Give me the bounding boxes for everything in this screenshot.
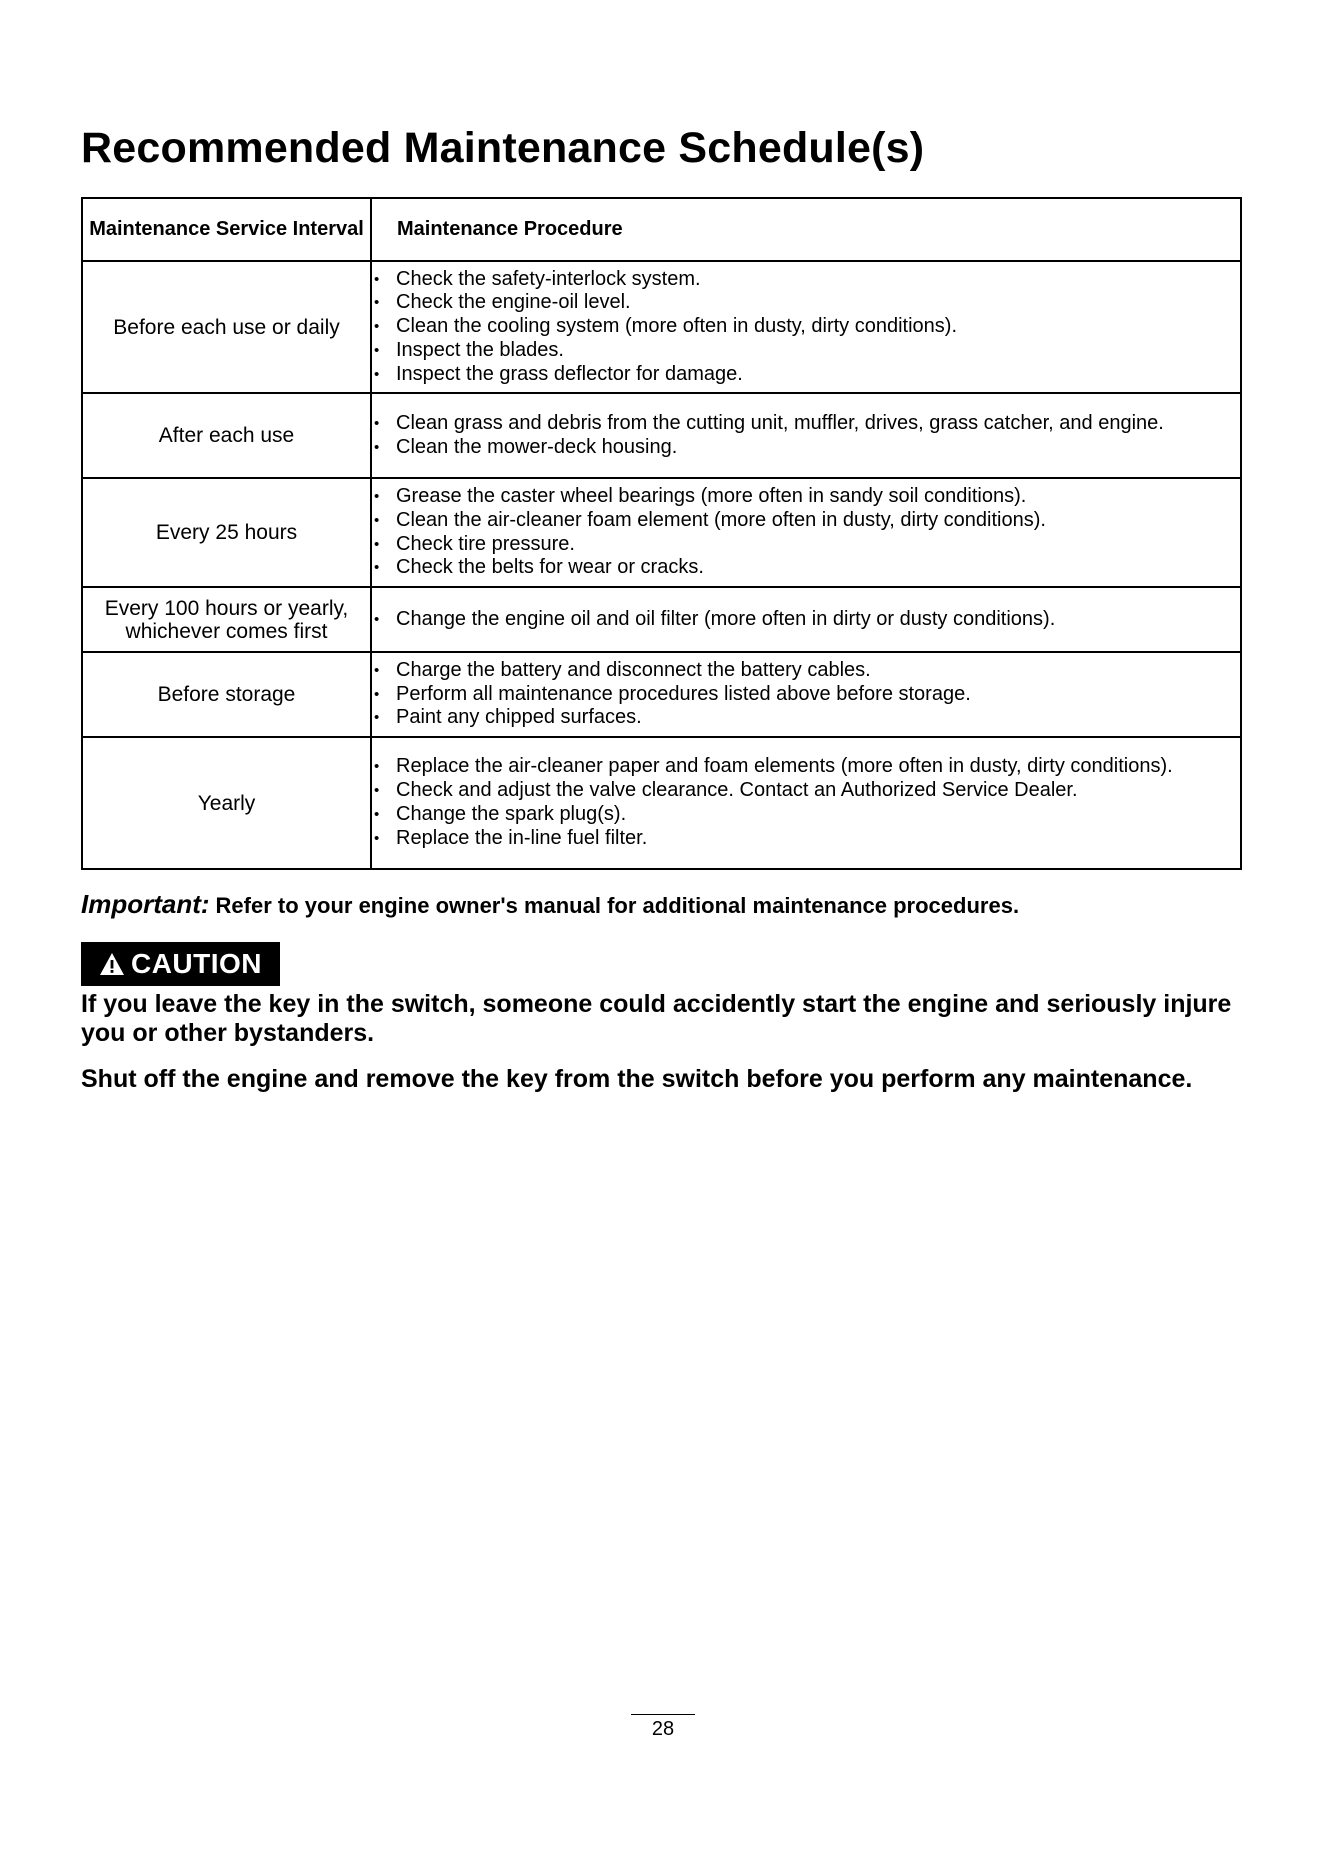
maintenance-schedule-table xyxy=(81,197,1242,870)
caution-label: CAUTION xyxy=(130,948,263,979)
procedure-cell xyxy=(371,478,1241,587)
procedure-list xyxy=(372,659,1240,730)
list-item: • Clean the air-cleaner foam element (more often in dusty, dirty conditions). xyxy=(372,509,1240,533)
table-row xyxy=(82,393,1241,478)
list-item: • Check and adjust the valve clearance. Contact an Authorized Service Dealer. xyxy=(372,779,1240,803)
important-note xyxy=(81,889,1019,920)
list-item: • Inspect the blades. xyxy=(372,339,1240,363)
list-item: • Change the spark plug(s). xyxy=(372,803,1240,827)
important-text: Refer to your engine owner's manual for additional maintenance procedures. xyxy=(215,893,1020,918)
caution-badge xyxy=(81,942,280,986)
interval-cell: Every 100 hours or yearly, whichever comes first xyxy=(82,587,371,652)
procedure-list xyxy=(372,755,1240,850)
table-row xyxy=(82,261,1241,393)
table-header-row xyxy=(82,198,1241,261)
table-row xyxy=(82,652,1241,737)
interval-cell: Every 25 hours xyxy=(82,478,371,587)
list-item: • Check the engine-oil level. xyxy=(372,291,1240,315)
list-item: • Check the safety-interlock system. xyxy=(372,268,1240,292)
important-label: Important: xyxy=(81,889,210,919)
list-item: • Paint any chipped surfaces. xyxy=(372,706,1240,730)
list-item: • Clean the mower-deck housing. xyxy=(372,436,1240,460)
procedure-list xyxy=(372,608,1240,632)
header-procedure: Maintenance Procedure xyxy=(371,198,1241,261)
page-number: 28 xyxy=(651,1718,675,1740)
page-title: Recommended Maintenance Schedule(s) xyxy=(81,124,925,172)
table-row xyxy=(82,478,1241,587)
procedure-cell xyxy=(371,737,1241,869)
interval-cell: Yearly xyxy=(82,737,371,869)
list-item: • Change the engine oil and oil filter (more often in dirty or dusty conditions). xyxy=(372,608,1240,632)
procedure-list xyxy=(372,485,1240,580)
procedure-list xyxy=(372,412,1240,460)
list-item: • Clean the cooling system (more often in dusty, dirty conditions). xyxy=(372,315,1240,339)
interval-cell: Before storage xyxy=(82,652,371,737)
table-row xyxy=(82,737,1241,869)
list-item: • Clean grass and debris from the cutting unit, muffler, drives, grass catcher, and engine. xyxy=(372,412,1240,436)
list-item: • Perform all maintenance procedures listed above before storage. xyxy=(372,683,1240,707)
list-item: • Charge the battery and disconnect the battery cables. xyxy=(372,659,1240,683)
header-interval: Maintenance Service Interval xyxy=(82,198,371,261)
procedure-cell xyxy=(371,652,1241,737)
procedure-cell xyxy=(371,261,1241,393)
list-item: • Grease the caster wheel bearings (more often in sandy soil conditions). xyxy=(372,485,1240,509)
interval-cell: Before each use or daily xyxy=(82,261,371,393)
procedure-list xyxy=(372,268,1240,387)
interval-cell: After each use xyxy=(82,393,371,478)
caution-text: If you leave the key in the switch, someone could accidently start the engine and seriously injure you or other bystanders. xyxy=(81,990,1232,1047)
page-number-rule xyxy=(631,1714,695,1715)
procedure-cell xyxy=(371,587,1241,652)
list-item: • Check tire pressure. xyxy=(372,533,1240,557)
warning-triangle-icon xyxy=(99,952,125,976)
procedure-cell xyxy=(371,393,1241,478)
list-item: • Check the belts for wear or cracks. xyxy=(372,556,1240,580)
list-item: • Inspect the grass deflector for damage. xyxy=(372,363,1240,387)
list-item: • Replace the air-cleaner paper and foam elements (more often in dusty, dirty conditions). xyxy=(372,755,1240,779)
table-row xyxy=(82,587,1241,652)
caution-instruction: Shut off the engine and remove the key from the switch before you perform any maintenance. xyxy=(81,1065,1193,1093)
list-item: • Replace the in-line fuel filter. xyxy=(372,827,1240,851)
